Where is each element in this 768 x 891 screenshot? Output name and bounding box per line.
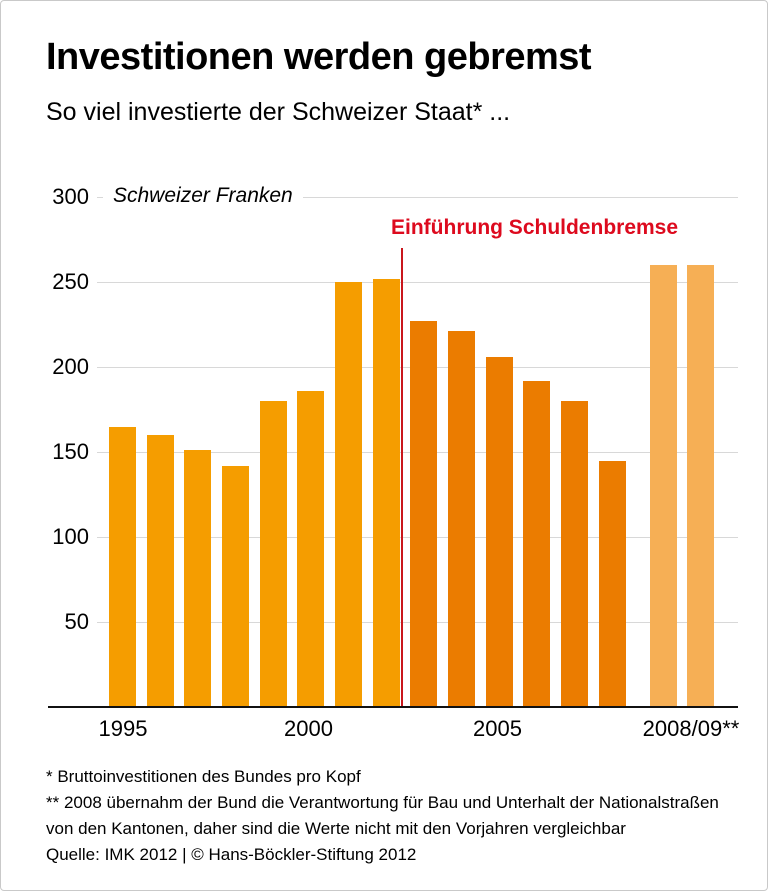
y-tick-label-250: 250 bbox=[52, 269, 89, 294]
page-title: Investitionen werden gebremst bbox=[46, 36, 592, 78]
bar-1998 bbox=[222, 466, 249, 707]
bar-2000 bbox=[297, 391, 324, 707]
bar-2008-09-2 bbox=[687, 265, 714, 707]
bar-2007 bbox=[561, 401, 588, 707]
x-tick-label-2000: 2000 bbox=[284, 716, 333, 741]
bar-2002 bbox=[373, 279, 400, 707]
bar-1999 bbox=[260, 401, 287, 707]
footnote-line: von den Kantonen, daher sind die Werte nicht mit den Vorjahren vergleichbar bbox=[46, 819, 626, 838]
source-line: Quelle: IMK 2012 | © Hans-Böckler-Stiftung 2012 bbox=[46, 845, 417, 864]
x-axis-line bbox=[48, 706, 738, 708]
bar-1996 bbox=[147, 435, 174, 707]
bar-chart bbox=[1, 1, 768, 761]
bar-2006 bbox=[523, 381, 550, 707]
bar-2004 bbox=[448, 331, 475, 707]
x-tick-label-200809: 2008/09** bbox=[642, 716, 740, 741]
x-tick-label-1995: 1995 bbox=[98, 716, 148, 741]
y-tick-label-150: 150 bbox=[52, 439, 89, 464]
bar-2001 bbox=[335, 282, 362, 707]
footnotes bbox=[46, 764, 719, 868]
y-axis-unit-label: Schweizer Franken bbox=[103, 182, 303, 210]
page-subtitle: So viel investierte der Schweizer Staat* ... bbox=[46, 98, 511, 126]
y-tick-label-200: 200 bbox=[52, 354, 89, 379]
y-tick-label-300: 300 bbox=[52, 184, 89, 209]
bar-2008-09-1 bbox=[650, 265, 677, 707]
gridline-250 bbox=[97, 282, 738, 283]
bar-2005 bbox=[486, 357, 513, 707]
y-tick-label-50: 50 bbox=[64, 609, 89, 634]
schuldenbremse-divider-line bbox=[401, 248, 403, 707]
y-tick-label-100: 100 bbox=[52, 524, 89, 549]
bar-2003 bbox=[410, 321, 437, 707]
footnote-line: ** 2008 übernahm der Bund die Verantwortung für Bau und Unterhalt der Nationalstraßen bbox=[46, 793, 719, 812]
bar-1995 bbox=[109, 427, 136, 708]
schuldenbremse-annotation: Einführung Schuldenbremse bbox=[391, 216, 679, 239]
x-tick-label-2005: 2005 bbox=[473, 716, 522, 741]
footnote-line: * Bruttoinvestitionen des Bundes pro Kopf bbox=[46, 767, 361, 786]
bar-1997 bbox=[184, 450, 211, 707]
bar-2008 bbox=[599, 461, 626, 708]
